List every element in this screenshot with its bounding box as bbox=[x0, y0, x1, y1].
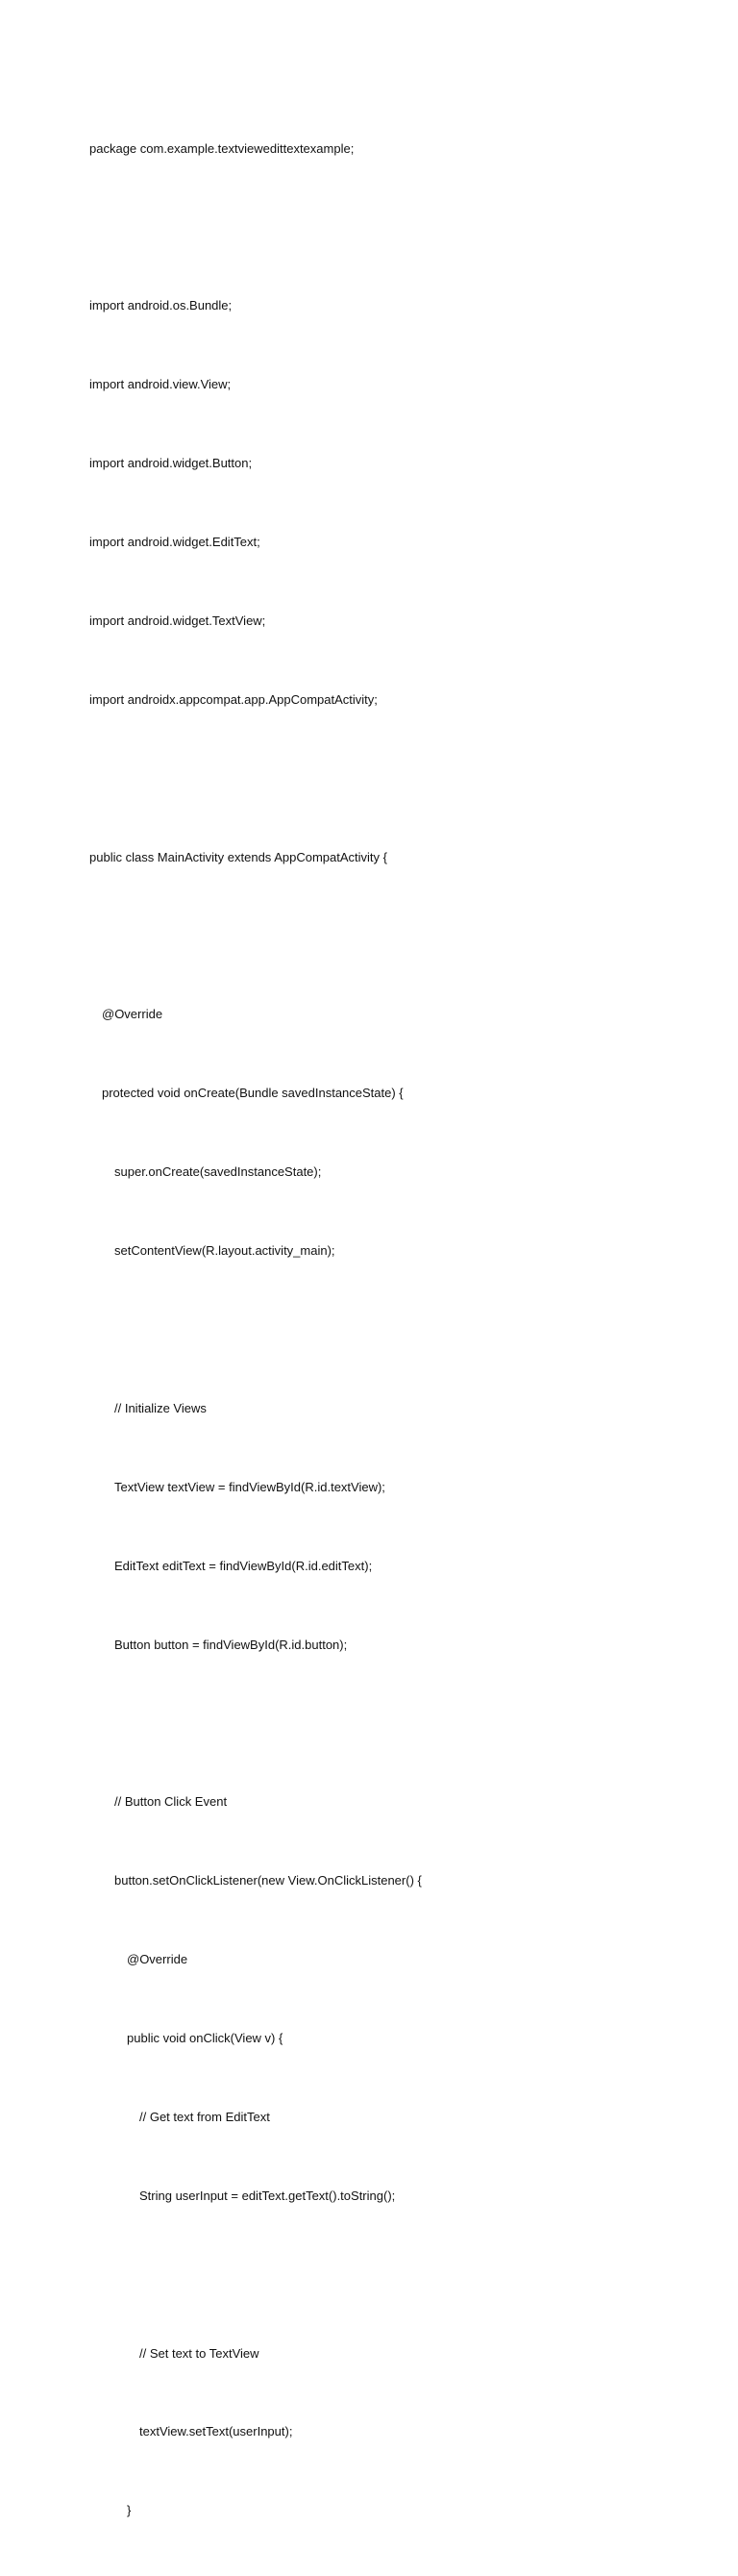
code-line: EditText editText = findViewById(R.id.editText); bbox=[114, 1558, 373, 1573]
code-comment: // Get text from EditText bbox=[139, 2109, 270, 2124]
code-line: } bbox=[127, 2503, 132, 2518]
code-line: import android.os.Bundle; bbox=[89, 298, 233, 313]
code-line: import android.view.View; bbox=[89, 377, 232, 392]
blank-line bbox=[89, 213, 704, 239]
code-line: textView.setText(userInput); bbox=[139, 2424, 293, 2439]
blank-line bbox=[89, 1316, 704, 1342]
blank-line bbox=[89, 2262, 704, 2288]
code-line: @Override bbox=[127, 1952, 188, 1967]
code-line: @Override bbox=[102, 1007, 163, 1022]
code-line: TextView textView = findViewById(R.id.textView); bbox=[114, 1479, 385, 1494]
code-line: String userInput = editText.getText().toString(); bbox=[139, 2188, 396, 2203]
blank-line bbox=[89, 1710, 704, 1736]
code-line: Button button = findViewById(R.id.button); bbox=[114, 1637, 348, 1652]
code-line: super.onCreate(savedInstanceState); bbox=[114, 1164, 322, 1180]
code-line: public class MainActivity extends AppCompatActivity { bbox=[89, 849, 387, 864]
code-comment: // Button Click Event bbox=[114, 1794, 228, 1810]
code-line: import androidx.appcompat.app.AppCompatActivity; bbox=[89, 691, 378, 707]
code-comment: // Set text to TextView bbox=[139, 2345, 259, 2361]
code-listing bbox=[89, 83, 704, 2576]
code-line: package com.example.textviewedittextexample; bbox=[89, 140, 355, 156]
code-line: button.setOnClickListener(new View.OnClickListener() { bbox=[114, 1873, 422, 1888]
code-line: setContentView(R.layout.activity_main); bbox=[114, 1243, 335, 1259]
blank-line bbox=[89, 923, 704, 949]
code-line: import android.widget.Button; bbox=[89, 456, 253, 471]
code-comment: // Initialize Views bbox=[114, 1400, 207, 1415]
code-line: protected void onCreate(Bundle savedInstanceState) { bbox=[102, 1086, 404, 1101]
code-line: import android.widget.TextView; bbox=[89, 613, 266, 628]
code-line: public void onClick(View v) { bbox=[127, 2030, 283, 2045]
blank-line bbox=[89, 765, 704, 791]
code-line: import android.widget.EditText; bbox=[89, 535, 260, 550]
